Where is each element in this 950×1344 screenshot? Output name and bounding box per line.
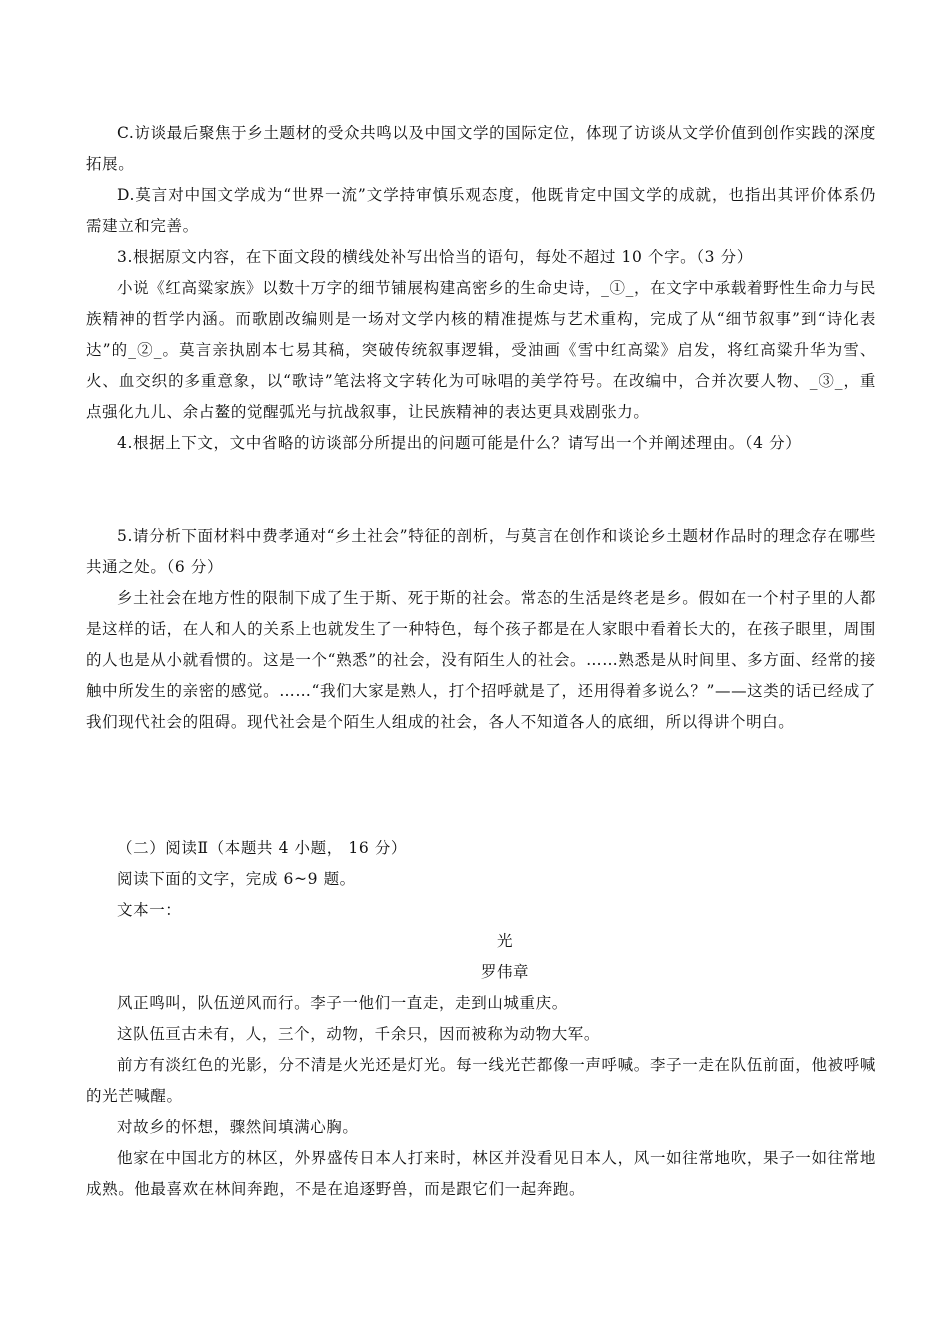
story-paragraph: 这队伍亘古未有，人，三个，动物，千余只，因而被称为动物大军。 <box>117 1025 601 1043</box>
question-4-stem: 4.根据上下文，文中省略的访谈部分所提出的问题可能是什么？请写出一个并阐述理由。（4 分） <box>117 434 802 452</box>
story-author: 罗伟章 <box>480 963 530 981</box>
story-paragraph: 他家在中国北方的林区，外界盛传日本人打来时，林区并没看见日本人，风一如往常地吹，果子一如往常地成熟。他最喜欢在林间奔跑，不是在追逐野兽，而是跟它们一起奔跑。 <box>86 1149 876 1198</box>
question-3-passage: 小说《红高粱家族》以数十万字的细节铺展构建高密乡的生命史诗，_①_，在文字中承载着野性生命力与民族精神的哲学内涵。而歌剧改编则是一场对文学内核的精准提炼与艺术重构，完成了从“细节叙事”到“诗化表达”的_②_。莫言亲执剧本七易其稿，突破传统叙事逻辑，受油画《雪中红高粱》启发，将红高粱升华为雪、火、血交织的多重意象，以“歌诗”笔法将文字转化为可咏唱的美学符号。在改编中，合并次要人物、_③_，重点强化九儿、余占鳌的觉醒弧光与抗战叙事，让民族精神的表达更具戏剧张力。 <box>86 279 876 421</box>
question-5-material: 乡土社会在地方性的限制下成了生于斯、死于斯的社会。常态的生活是终老是乡。假如在一个村子里的人都是这样的话，在人和人的关系上也就发生了一种特色，每个孩子都是在人家眼中看着长大的，在孩子眼里，周围的人也是从小就看惯的。这是一个“熟悉”的社会，没有陌生人的社会。……熟悉是从时间里、多方面、经常的接触中所发生的亲密的感觉。……“我们大家是熟人，打个招呼就是了，还用得着多说么？”——这类的话已经成了我们现代社会的阻碍。现代社会是个陌生人组成的社会，各人不知道各人的底细，所以得讲个明白。 <box>86 589 876 731</box>
story-title: 光 <box>496 932 514 950</box>
question-5-stem: 5.请分析下面材料中费孝通对“乡土社会”特征的剖析，与莫言在创作和谈论乡土题材作品时的理念存在哪些共通之处。（6 分） <box>86 527 876 576</box>
reading-instruction: 阅读下面的文字，完成 6~9 题。 <box>117 870 356 888</box>
section-gap <box>86 800 876 833</box>
story-paragraph: 前方有淡红色的光影，分不清是火光还是灯光。每一线光芒都像一声呼喊。李子一走在队伍前面，他被呼喊的光芒喊醒。 <box>86 1056 876 1105</box>
question-3-stem: 3.根据原文内容，在下面文段的横线处补写出恰当的语句，每处不超过 10 个字。（3 分） <box>117 248 753 266</box>
section-gap <box>86 738 876 800</box>
answer-space <box>86 459 876 521</box>
option-d: D.莫言对中国文学成为“世界一流”文学持审慎乐观态度，他既肯定中国文学的成就，也指出其评价体系仍需建立和完善。 <box>86 186 876 235</box>
story-paragraph: 风正鸣叫，队伍逆风而行。李子一他们一直走，走到山城重庆。 <box>117 994 568 1012</box>
section-heading: （二）阅读Ⅱ（本题共 4 小题， 16 分） <box>117 839 408 857</box>
document-page <box>86 118 876 1205</box>
text-label: 文本一： <box>117 901 182 919</box>
option-c: C.访谈最后聚焦于乡土题材的受众共鸣以及中国文学的国际定位，体现了访谈从文学价值到创作实践的深度拓展。 <box>86 124 876 173</box>
story-paragraph: 对故乡的怀想，骤然间填满心胸。 <box>117 1118 359 1136</box>
